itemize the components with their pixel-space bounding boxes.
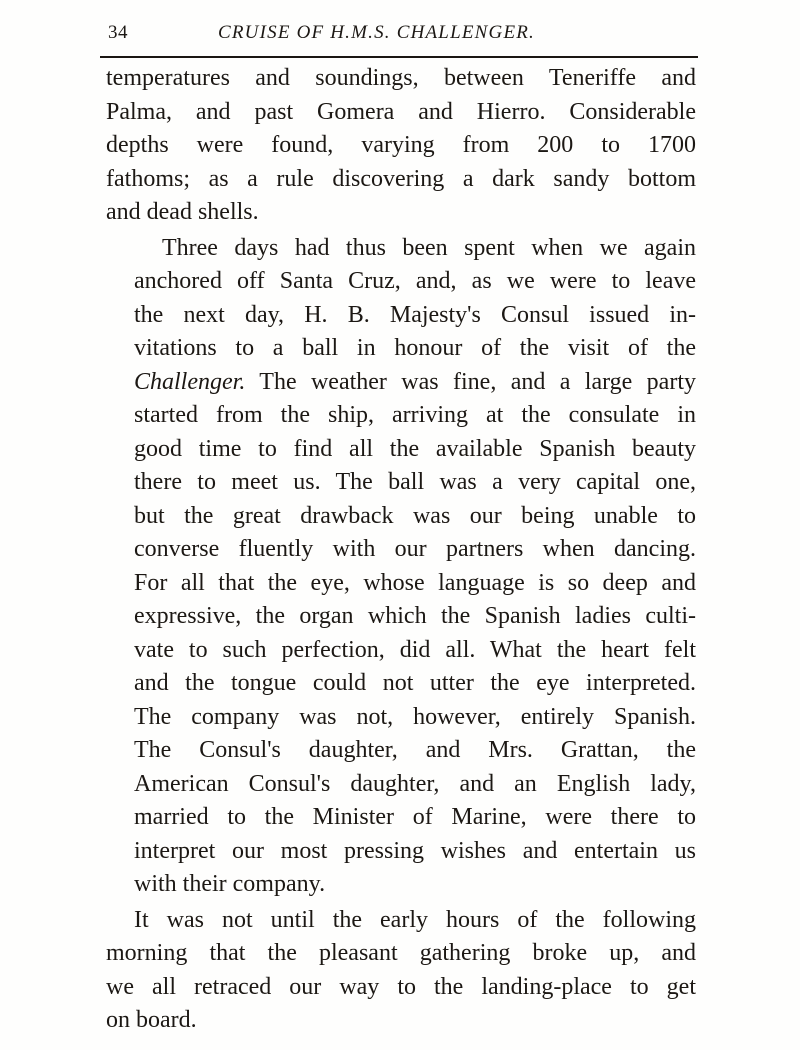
text-line: vitations to a ball in honour of the visit of the <box>134 335 696 361</box>
text-line: The company was not, however, entirely Spanish. <box>134 703 696 730</box>
text-line: on board. <box>106 1007 197 1033</box>
text-line: started from the ship, arriving at the consulate in <box>134 402 696 428</box>
paragraph-1 <box>106 62 696 230</box>
italic-ship-name: Challenger. <box>134 368 246 395</box>
text-line: married to the Minister of Marine, were there to <box>134 804 696 830</box>
paragraph-2 <box>106 232 696 902</box>
text-line: American Consul's daughter, and an English lady, <box>134 770 696 797</box>
text-line-with-italic <box>106 366 696 400</box>
text-line: vate to such perfection, did all. What the heart felt <box>134 636 696 663</box>
text-line: depths were found, varying from 200 to 1700 <box>106 132 696 158</box>
text-line: but the great drawback was our being unable to <box>134 502 696 529</box>
text-line: fathoms; as a rule discovering a dark sandy bottom <box>106 165 696 192</box>
text-line: and dead shells. <box>106 199 259 225</box>
paragraph-3 <box>106 904 696 1038</box>
text-line: we all retraced our way to the landing-place to get <box>106 973 696 1000</box>
text-line: interpret our most pressing wishes and entertain us <box>134 837 696 864</box>
text-line: temperatures and soundings, between Teneriffe and <box>106 65 696 91</box>
text-line: expressive, the organ which the Spanish ladies culti- <box>134 603 696 629</box>
text-line: and the tongue could not utter the eye interpreted. <box>134 670 696 696</box>
text-line-rest: The weather was fine, and a large party <box>259 368 696 395</box>
text-line: For all that the eye, whose language is so deep and <box>134 569 696 596</box>
text-line: It was not until the early hours of the following <box>134 906 696 933</box>
text-line: Three days had thus been spent when we again <box>162 234 696 261</box>
running-head <box>100 20 698 50</box>
text-line: converse fluently with our partners when dancing. <box>134 536 696 562</box>
text-line: anchored off Santa Cruz, and, as we were to leave <box>134 268 696 294</box>
body-text <box>106 62 696 1038</box>
text-line: morning that the pleasant gathering broke up, and <box>106 940 696 966</box>
page-number: 34 <box>108 22 128 43</box>
text-line: there to meet us. The ball was a very capital one, <box>134 469 696 495</box>
running-title: CRUISE OF H.M.S. CHALLENGER. <box>218 22 536 43</box>
text-line: good time to find all the available Spanish beauty <box>134 435 696 462</box>
text-line: The Consul's daughter, and Mrs. Grattan, the <box>134 737 696 763</box>
text-line: the next day, H. B. Majesty's Consul issued in- <box>134 301 696 328</box>
text-line: Palma, and past Gomera and Hierro. Considerable <box>106 98 696 125</box>
text-line: with their company. <box>134 871 326 897</box>
header-rule <box>100 56 698 58</box>
